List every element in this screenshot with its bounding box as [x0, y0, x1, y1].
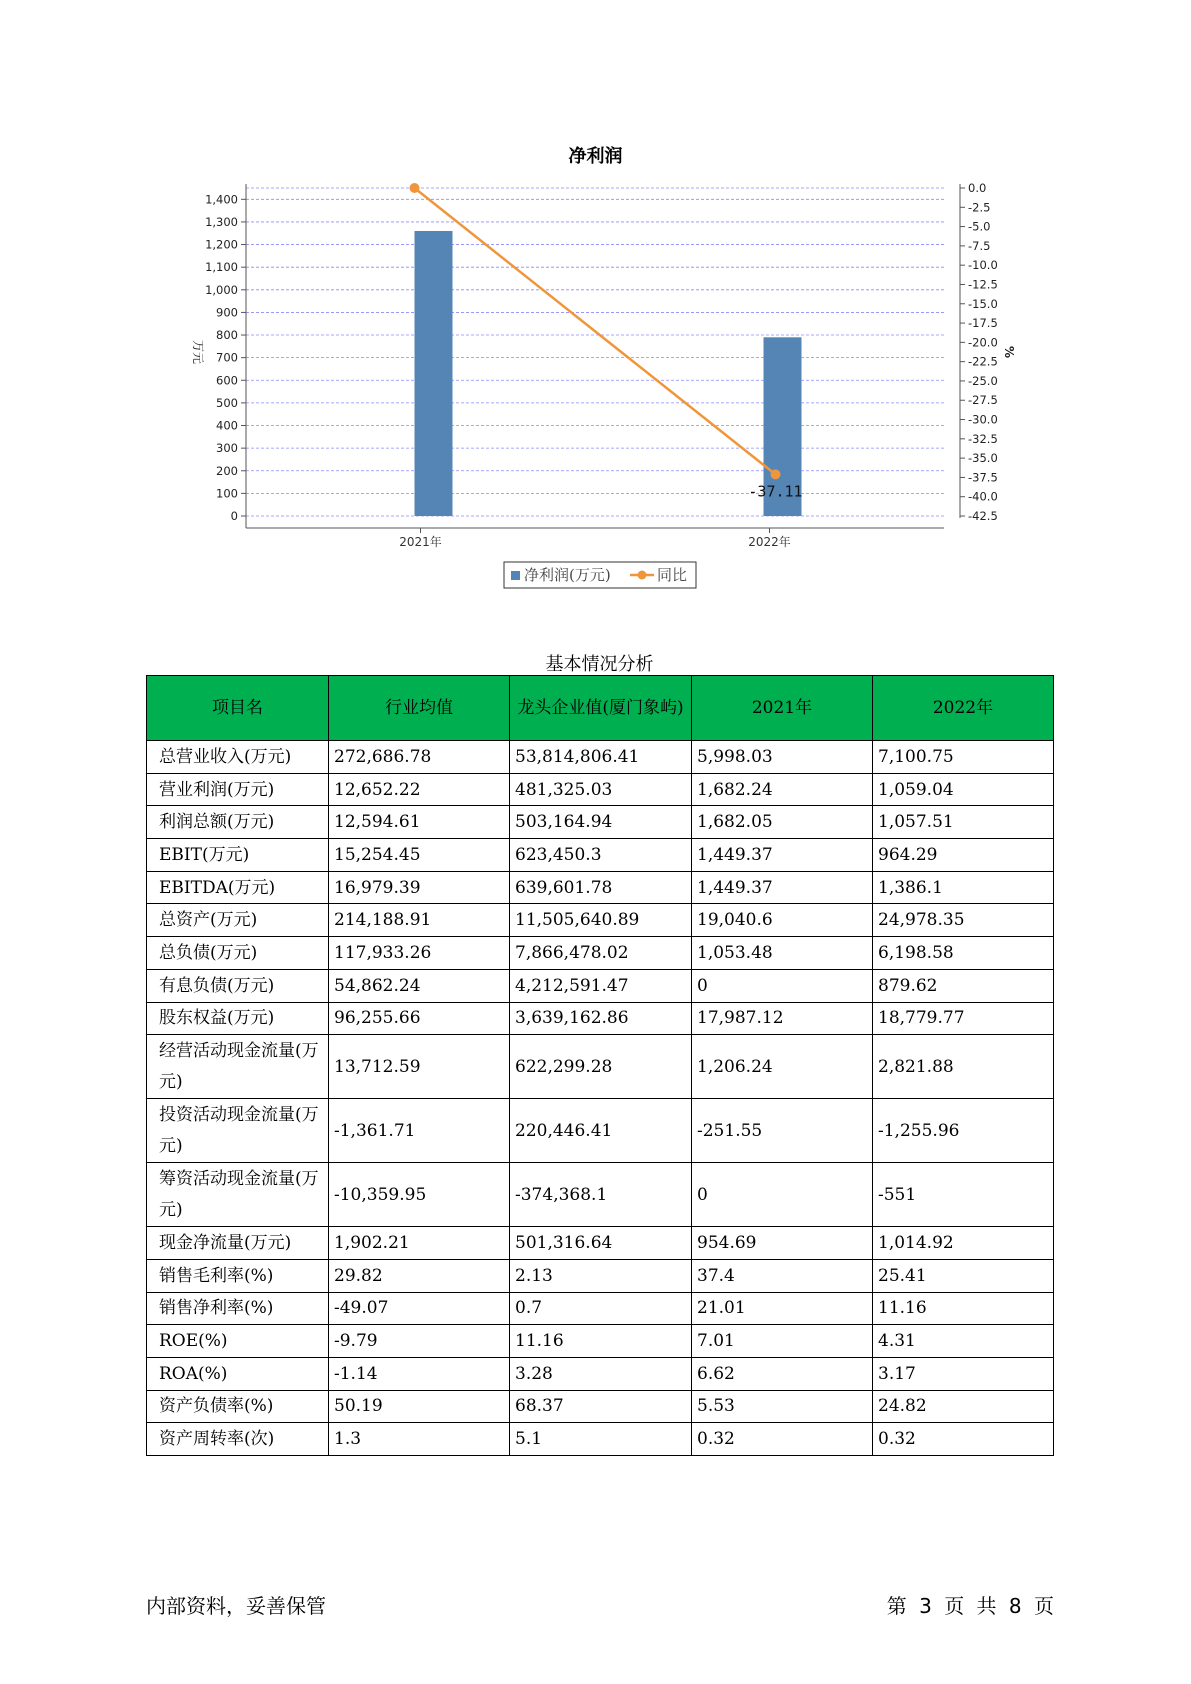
table-cell: 54,862.24 — [329, 969, 510, 1002]
table-cell: 4,212,591.47 — [510, 969, 692, 1002]
y2-tick-label: -5.0 — [968, 219, 991, 234]
table-cell: 53,814,806.41 — [510, 741, 692, 774]
y-tick-label: 900 — [216, 305, 238, 320]
table-cell: 0.32 — [873, 1423, 1054, 1456]
row-label: 总资产(万元) — [147, 904, 329, 937]
table-caption: 基本情况分析 — [545, 654, 654, 675]
table-cell: 0 — [692, 1163, 873, 1227]
table-row — [147, 1357, 1054, 1390]
table-cell: 3.28 — [510, 1357, 692, 1390]
table-row — [147, 1292, 1054, 1325]
table-cell: 1.3 — [329, 1423, 510, 1456]
table-cell: 6.62 — [692, 1357, 873, 1390]
table-cell: 2.13 — [510, 1259, 692, 1292]
y-tick-label: 0 — [230, 509, 238, 523]
row-label: ROE(%) — [147, 1325, 329, 1358]
y-tick-label: 1,200 — [205, 237, 238, 252]
y-tick-label: 1,100 — [205, 260, 238, 275]
row-label: EBIT(万元) — [147, 839, 329, 872]
table-cell: 1,449.37 — [692, 839, 873, 872]
table-row — [147, 969, 1054, 1002]
y-tick-label: 500 — [216, 395, 238, 410]
table-cell: 25.41 — [873, 1259, 1054, 1292]
table-cell: 1,682.05 — [692, 806, 873, 839]
y2-tick-label: -7.5 — [968, 238, 991, 253]
y-axis-label: 万元 — [191, 339, 205, 365]
table-cell: 1,902.21 — [329, 1227, 510, 1260]
y-tick-label: 700 — [216, 350, 238, 365]
row-label: 筹资活动现金流量(万元) — [147, 1163, 329, 1227]
table-cell: 1,449.37 — [692, 871, 873, 904]
table-row — [147, 1423, 1054, 1456]
table-row — [147, 1099, 1054, 1163]
table-cell: 16,979.39 — [329, 871, 510, 904]
row-label: 有息负债(万元) — [147, 969, 329, 1002]
y2-tick-label: -2.5 — [968, 200, 991, 215]
y2-tick-label: -32.5 — [968, 431, 998, 446]
table-row — [147, 1163, 1054, 1227]
y2-tick-label: -37.5 — [968, 470, 998, 485]
x-tick-label: 2021年 — [399, 535, 442, 549]
y-tick-label: 100 — [216, 486, 238, 501]
line-point — [410, 183, 420, 193]
data-label: -37.11 — [748, 482, 803, 501]
table-row — [147, 806, 1054, 839]
table-cell: 481,325.03 — [510, 773, 692, 806]
table-cell: -374,368.1 — [510, 1163, 692, 1227]
table-cell: 622,299.28 — [510, 1035, 692, 1099]
table-cell: 1,059.04 — [873, 773, 1054, 806]
table-cell: 639,601.78 — [510, 871, 692, 904]
table-cell: -1,255.96 — [873, 1099, 1054, 1163]
table-cell: -10,359.95 — [329, 1163, 510, 1227]
row-label: 销售毛利率(%) — [147, 1259, 329, 1292]
table-cell: -1.14 — [329, 1357, 510, 1390]
legend-line-marker — [638, 571, 647, 580]
table-cell: 503,164.94 — [510, 806, 692, 839]
table-cell: 0 — [692, 969, 873, 1002]
table-cell: 6,198.58 — [873, 937, 1054, 970]
table-row — [147, 1002, 1054, 1035]
table-cell: -49.07 — [329, 1292, 510, 1325]
table-cell: 954.69 — [692, 1227, 873, 1260]
table-cell: 117,933.26 — [329, 937, 510, 970]
table-cell: 17,987.12 — [692, 1002, 873, 1035]
y-tick-label: 800 — [216, 328, 238, 343]
row-label: 资产周转率(次) — [147, 1423, 329, 1456]
table-cell: 1,206.24 — [692, 1035, 873, 1099]
table-cell: 272,686.78 — [329, 741, 510, 774]
table-cell: 5.53 — [692, 1390, 873, 1423]
y2-tick-label: -27.5 — [968, 393, 998, 408]
row-label: 总营业收入(万元) — [147, 741, 329, 774]
row-label: 资产负债率(%) — [147, 1390, 329, 1423]
row-label: 股东权益(万元) — [147, 1002, 329, 1035]
table-row — [147, 937, 1054, 970]
y2-tick-label: -25.0 — [968, 373, 998, 388]
row-label: EBITDA(万元) — [147, 871, 329, 904]
y2-tick-label: -20.0 — [968, 335, 998, 350]
row-label: 销售净利率(%) — [147, 1292, 329, 1325]
table-cell: 68.37 — [510, 1390, 692, 1423]
header-2022: 2022年 — [873, 676, 1054, 741]
table-row — [147, 1259, 1054, 1292]
basic-analysis-table — [146, 675, 1054, 1456]
y2-tick-label: -35.0 — [968, 451, 998, 466]
table-cell: 15,254.45 — [329, 839, 510, 872]
header-item-name: 项目名 — [147, 676, 329, 741]
table-cell: 1,053.48 — [692, 937, 873, 970]
table-cell: 3.17 — [873, 1357, 1054, 1390]
row-label: 总负债(万元) — [147, 937, 329, 970]
table-cell: 2,821.88 — [873, 1035, 1054, 1099]
y-tick-label: 200 — [216, 463, 238, 478]
y-tick-label: 300 — [216, 441, 238, 456]
table-cell: 13,712.59 — [329, 1035, 510, 1099]
header-2021: 2021年 — [692, 676, 873, 741]
table-cell: 220,446.41 — [510, 1099, 692, 1163]
header-industry-average: 行业均值 — [329, 676, 510, 741]
row-label: 现金净流量(万元) — [147, 1227, 329, 1260]
table-cell: 7,100.75 — [873, 741, 1054, 774]
table-row — [147, 1390, 1054, 1423]
table-row — [147, 1227, 1054, 1260]
table-cell: 21.01 — [692, 1292, 873, 1325]
row-label: 经营活动现金流量(万元) — [147, 1035, 329, 1099]
table-cell: 1,014.92 — [873, 1227, 1054, 1260]
y2-tick-label: -10.0 — [968, 258, 998, 273]
table-cell: 1,057.51 — [873, 806, 1054, 839]
bar — [415, 231, 453, 516]
table-cell: 7.01 — [692, 1325, 873, 1358]
y2-tick-label: -17.5 — [968, 316, 998, 331]
table-cell: 0.7 — [510, 1292, 692, 1325]
table-row — [147, 1325, 1054, 1358]
y-tick-label: 1,400 — [205, 192, 238, 207]
table-cell: 4.31 — [873, 1325, 1054, 1358]
table-cell: 0.32 — [692, 1423, 873, 1456]
table-cell: 24,978.35 — [873, 904, 1054, 937]
y2-axis-label: % — [1002, 345, 1016, 359]
table-cell: 12,594.61 — [329, 806, 510, 839]
table-row — [147, 871, 1054, 904]
table-cell: 5,998.03 — [692, 741, 873, 774]
table-cell: 18,779.77 — [873, 1002, 1054, 1035]
table-row — [147, 1035, 1054, 1099]
line-series — [415, 188, 776, 474]
table-row — [147, 904, 1054, 937]
table-cell: 7,866,478.02 — [510, 937, 692, 970]
y-tick-label: 1,000 — [205, 282, 238, 297]
y2-tick-label: -40.0 — [968, 489, 998, 504]
y-tick-label: 400 — [216, 418, 238, 433]
y-tick-label: 600 — [216, 373, 238, 388]
table-cell: 501,316.64 — [510, 1227, 692, 1260]
y2-tick-label: -30.0 — [968, 412, 998, 427]
row-label: 投资活动现金流量(万元) — [147, 1099, 329, 1163]
table-cell: 50.19 — [329, 1390, 510, 1423]
line-point — [771, 469, 781, 479]
table-cell: 19,040.6 — [692, 904, 873, 937]
table-cell: 623,450.3 — [510, 839, 692, 872]
table-cell: 24.82 — [873, 1390, 1054, 1423]
table-cell: 1,386.1 — [873, 871, 1054, 904]
legend-bar-swatch — [511, 571, 520, 580]
table-cell: 12,652.22 — [329, 773, 510, 806]
row-label: 营业利润(万元) — [147, 773, 329, 806]
table-cell: -551 — [873, 1163, 1054, 1227]
legend-bar-label: 净利润(万元) — [524, 566, 611, 584]
y2-tick-label: -22.5 — [968, 354, 998, 369]
y2-tick-label: -42.5 — [968, 509, 998, 523]
legend-line-label: 同比 — [657, 566, 688, 584]
table-cell: 5.1 — [510, 1423, 692, 1456]
table-cell: 37.4 — [692, 1259, 873, 1292]
table-cell: 964.29 — [873, 839, 1054, 872]
net-profit-chart — [0, 0, 1191, 620]
y2-tick-label: 0.0 — [968, 181, 987, 195]
chart-title: 净利润 — [568, 146, 623, 167]
footer-page-number: 第 3 页 共 8 页 — [886, 1594, 1054, 1618]
table-row — [147, 773, 1054, 806]
x-tick-label: 2022年 — [748, 535, 791, 549]
table-cell: 1,682.24 — [692, 773, 873, 806]
table-cell: 879.62 — [873, 969, 1054, 1002]
footer-confidential-note: 内部资料，妥善保管 — [146, 1594, 326, 1618]
y2-tick-label: -15.0 — [968, 296, 998, 311]
row-label: 利润总额(万元) — [147, 806, 329, 839]
row-label: ROA(%) — [147, 1357, 329, 1390]
table-cell: 214,188.91 — [329, 904, 510, 937]
y-tick-label: 1,300 — [205, 214, 238, 229]
table-cell: -9.79 — [329, 1325, 510, 1358]
header-leader-value: 龙头企业值(厦门象屿) — [510, 676, 692, 741]
y2-tick-label: -12.5 — [968, 277, 998, 292]
table-row — [147, 741, 1054, 774]
table-cell: 11.16 — [510, 1325, 692, 1358]
table-cell: 29.82 — [329, 1259, 510, 1292]
table-cell: 96,255.66 — [329, 1002, 510, 1035]
table-cell: 3,639,162.86 — [510, 1002, 692, 1035]
table-cell: -251.55 — [692, 1099, 873, 1163]
table-cell: 11,505,640.89 — [510, 904, 692, 937]
table-row — [147, 839, 1054, 872]
table-cell: -1,361.71 — [329, 1099, 510, 1163]
table-cell: 11.16 — [873, 1292, 1054, 1325]
